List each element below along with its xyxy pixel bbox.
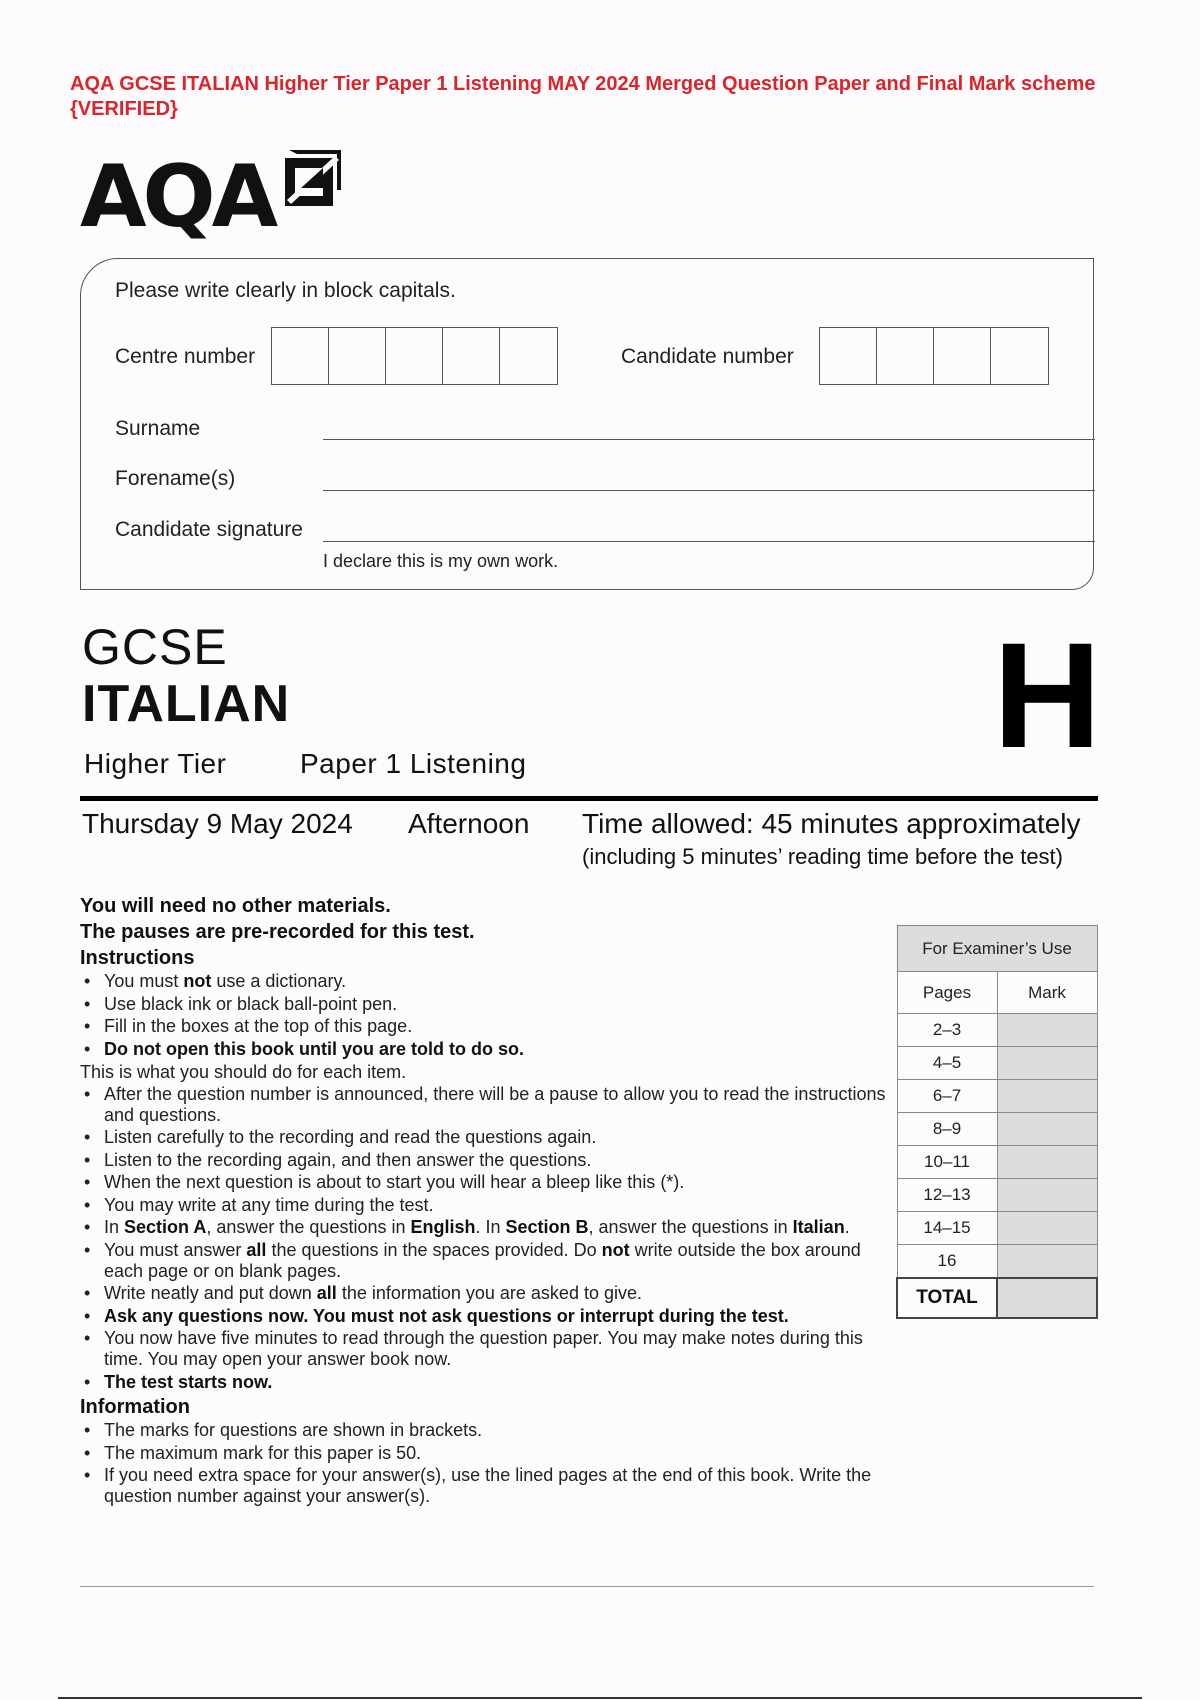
list-item: • Listen carefully to the recording and read the questions again. (80, 1127, 900, 1148)
time-note: (including 5 minutes’ reading time before the test) (582, 844, 1063, 869)
list-item: • Listen to the recording again, and then answer the questions. (80, 1150, 900, 1171)
page-bottom-edge (58, 1697, 1142, 1699)
candidate-digit-box[interactable] (820, 328, 877, 384)
mark-cell (997, 1245, 1097, 1278)
centre-digit-box[interactable] (443, 328, 500, 384)
centre-digit-box[interactable] (386, 328, 443, 384)
list-item: • Ask any questions now. You must not ask questions or interrupt during the test. (80, 1306, 900, 1327)
pages-cell: 4–5 (897, 1047, 997, 1080)
block-capitals-instruction: Please write clearly in block capitals. (115, 279, 456, 302)
pages-cell: 14–15 (897, 1212, 997, 1245)
declaration-text: I declare this is my own work. (323, 551, 559, 571)
materials-line: The pauses are pre-recorded for this test. (80, 921, 475, 943)
list-item: • Write neatly and put down all the information you are asked to give. (80, 1283, 900, 1304)
item-instructions-list (80, 1084, 900, 1393)
list-item: • When the next question is about to start you will hear a bleep like this (*). (80, 1172, 900, 1193)
candidate-number-boxes[interactable] (819, 327, 1049, 385)
list-item: • You may write at any time during the test. (80, 1195, 900, 1216)
list-item: • You must answer all the questions in the spaces provided. Do not write outside the box around each page or on blank pages. (80, 1240, 900, 1282)
paper-label: Paper 1 Listening (300, 748, 527, 779)
subject-title: ITALIAN (82, 675, 291, 733)
total-label: TOTAL (897, 1278, 997, 1318)
list-item: • The maximum mark for this paper is 50. (80, 1443, 900, 1464)
pages-cell: 10–11 (897, 1146, 997, 1179)
mark-cell (997, 1212, 1097, 1245)
candidate-digit-box[interactable] (934, 328, 991, 384)
signature-label: Candidate signature (115, 518, 303, 541)
pages-cell: 12–13 (897, 1179, 997, 1212)
examiner-use-table (896, 925, 1098, 1319)
list-item: • Fill in the boxes at the top of this page. (80, 1016, 900, 1037)
candidate-number-label: Candidate number (621, 345, 794, 368)
instructions-section (80, 893, 900, 1509)
examiner-table-heading: For Examiner’s Use (897, 926, 1097, 972)
pages-cell: 2–3 (897, 1014, 997, 1047)
time-allowed: Time allowed: 45 minutes approximately (582, 808, 1081, 839)
pages-cell: 6–7 (897, 1080, 997, 1113)
list-item: • After the question number is announced, there will be a pause to allow you to read the instructions and questions. (80, 1084, 900, 1126)
list-item: • Do not open this book until you are told to do so. (80, 1039, 900, 1060)
mark-cell (997, 1179, 1097, 1212)
pages-column-header: Pages (897, 972, 997, 1014)
instructions-list (80, 971, 900, 1060)
information-heading: Information (80, 1396, 190, 1418)
tier-letter: H (993, 611, 1102, 779)
list-item: • You now have five minutes to read through the question paper. You may make notes during this time. You may open your answer book now. (80, 1328, 900, 1370)
list-item: • You must not use a dictionary. (80, 971, 900, 992)
centre-number-boxes[interactable] (271, 327, 558, 385)
footer-divider (80, 1586, 1094, 1587)
pages-cell: 8–9 (897, 1113, 997, 1146)
list-item: • In Section A, answer the questions in English. In Section B, answer the questions in Italian. (80, 1217, 900, 1238)
list-item: • The marks for questions are shown in brackets. (80, 1420, 900, 1441)
aqa-logo (80, 147, 350, 247)
qualification-title: GCSE (82, 619, 228, 675)
aqa-logo-mark-icon (283, 148, 343, 208)
centre-number-label: Centre number (115, 345, 256, 368)
mark-cell (997, 1146, 1097, 1179)
list-item: • If you need extra space for your answer(s), use the lined pages at the end of this book. Write the question number against your answer(s). (80, 1465, 900, 1507)
pages-cell: 16 (897, 1245, 997, 1278)
mark-cell (997, 1080, 1097, 1113)
information-list (80, 1420, 900, 1507)
signature-field[interactable] (323, 541, 1095, 542)
centre-digit-box[interactable] (272, 328, 329, 384)
centre-digit-box[interactable] (500, 328, 557, 384)
forenames-label: Forename(s) (115, 467, 236, 490)
surname-label: Surname (115, 417, 201, 440)
document-banner-title: AQA GCSE ITALIAN Higher Tier Paper 1 Listening MAY 2024 Merged Question Paper and Final Mark scheme {VERIFIED} (70, 73, 1096, 120)
mark-column-header: Mark (997, 972, 1097, 1014)
item-intro: This is what you should do for each item. (80, 1061, 407, 1082)
mark-cell (997, 1113, 1097, 1146)
instructions-heading: Instructions (80, 947, 195, 969)
mark-cell (997, 1014, 1097, 1047)
list-item: • Use black ink or black ball-point pen. (80, 994, 900, 1015)
logo-text: AQA (80, 147, 275, 247)
surname-field[interactable] (323, 439, 1095, 440)
tier-label: Higher Tier (84, 748, 227, 779)
candidate-digit-box[interactable] (991, 328, 1048, 384)
total-mark-cell (997, 1278, 1097, 1318)
mark-cell (997, 1047, 1097, 1080)
materials-line: You will need no other materials. (80, 895, 391, 917)
forenames-field[interactable] (323, 490, 1095, 491)
exam-date: Thursday 9 May 2024 (82, 808, 353, 839)
title-divider (80, 796, 1098, 801)
candidate-digit-box[interactable] (877, 328, 934, 384)
list-item: • The test starts now. (80, 1372, 900, 1393)
centre-digit-box[interactable] (329, 328, 386, 384)
candidate-details-box (80, 258, 1094, 590)
exam-session: Afternoon (408, 808, 530, 839)
